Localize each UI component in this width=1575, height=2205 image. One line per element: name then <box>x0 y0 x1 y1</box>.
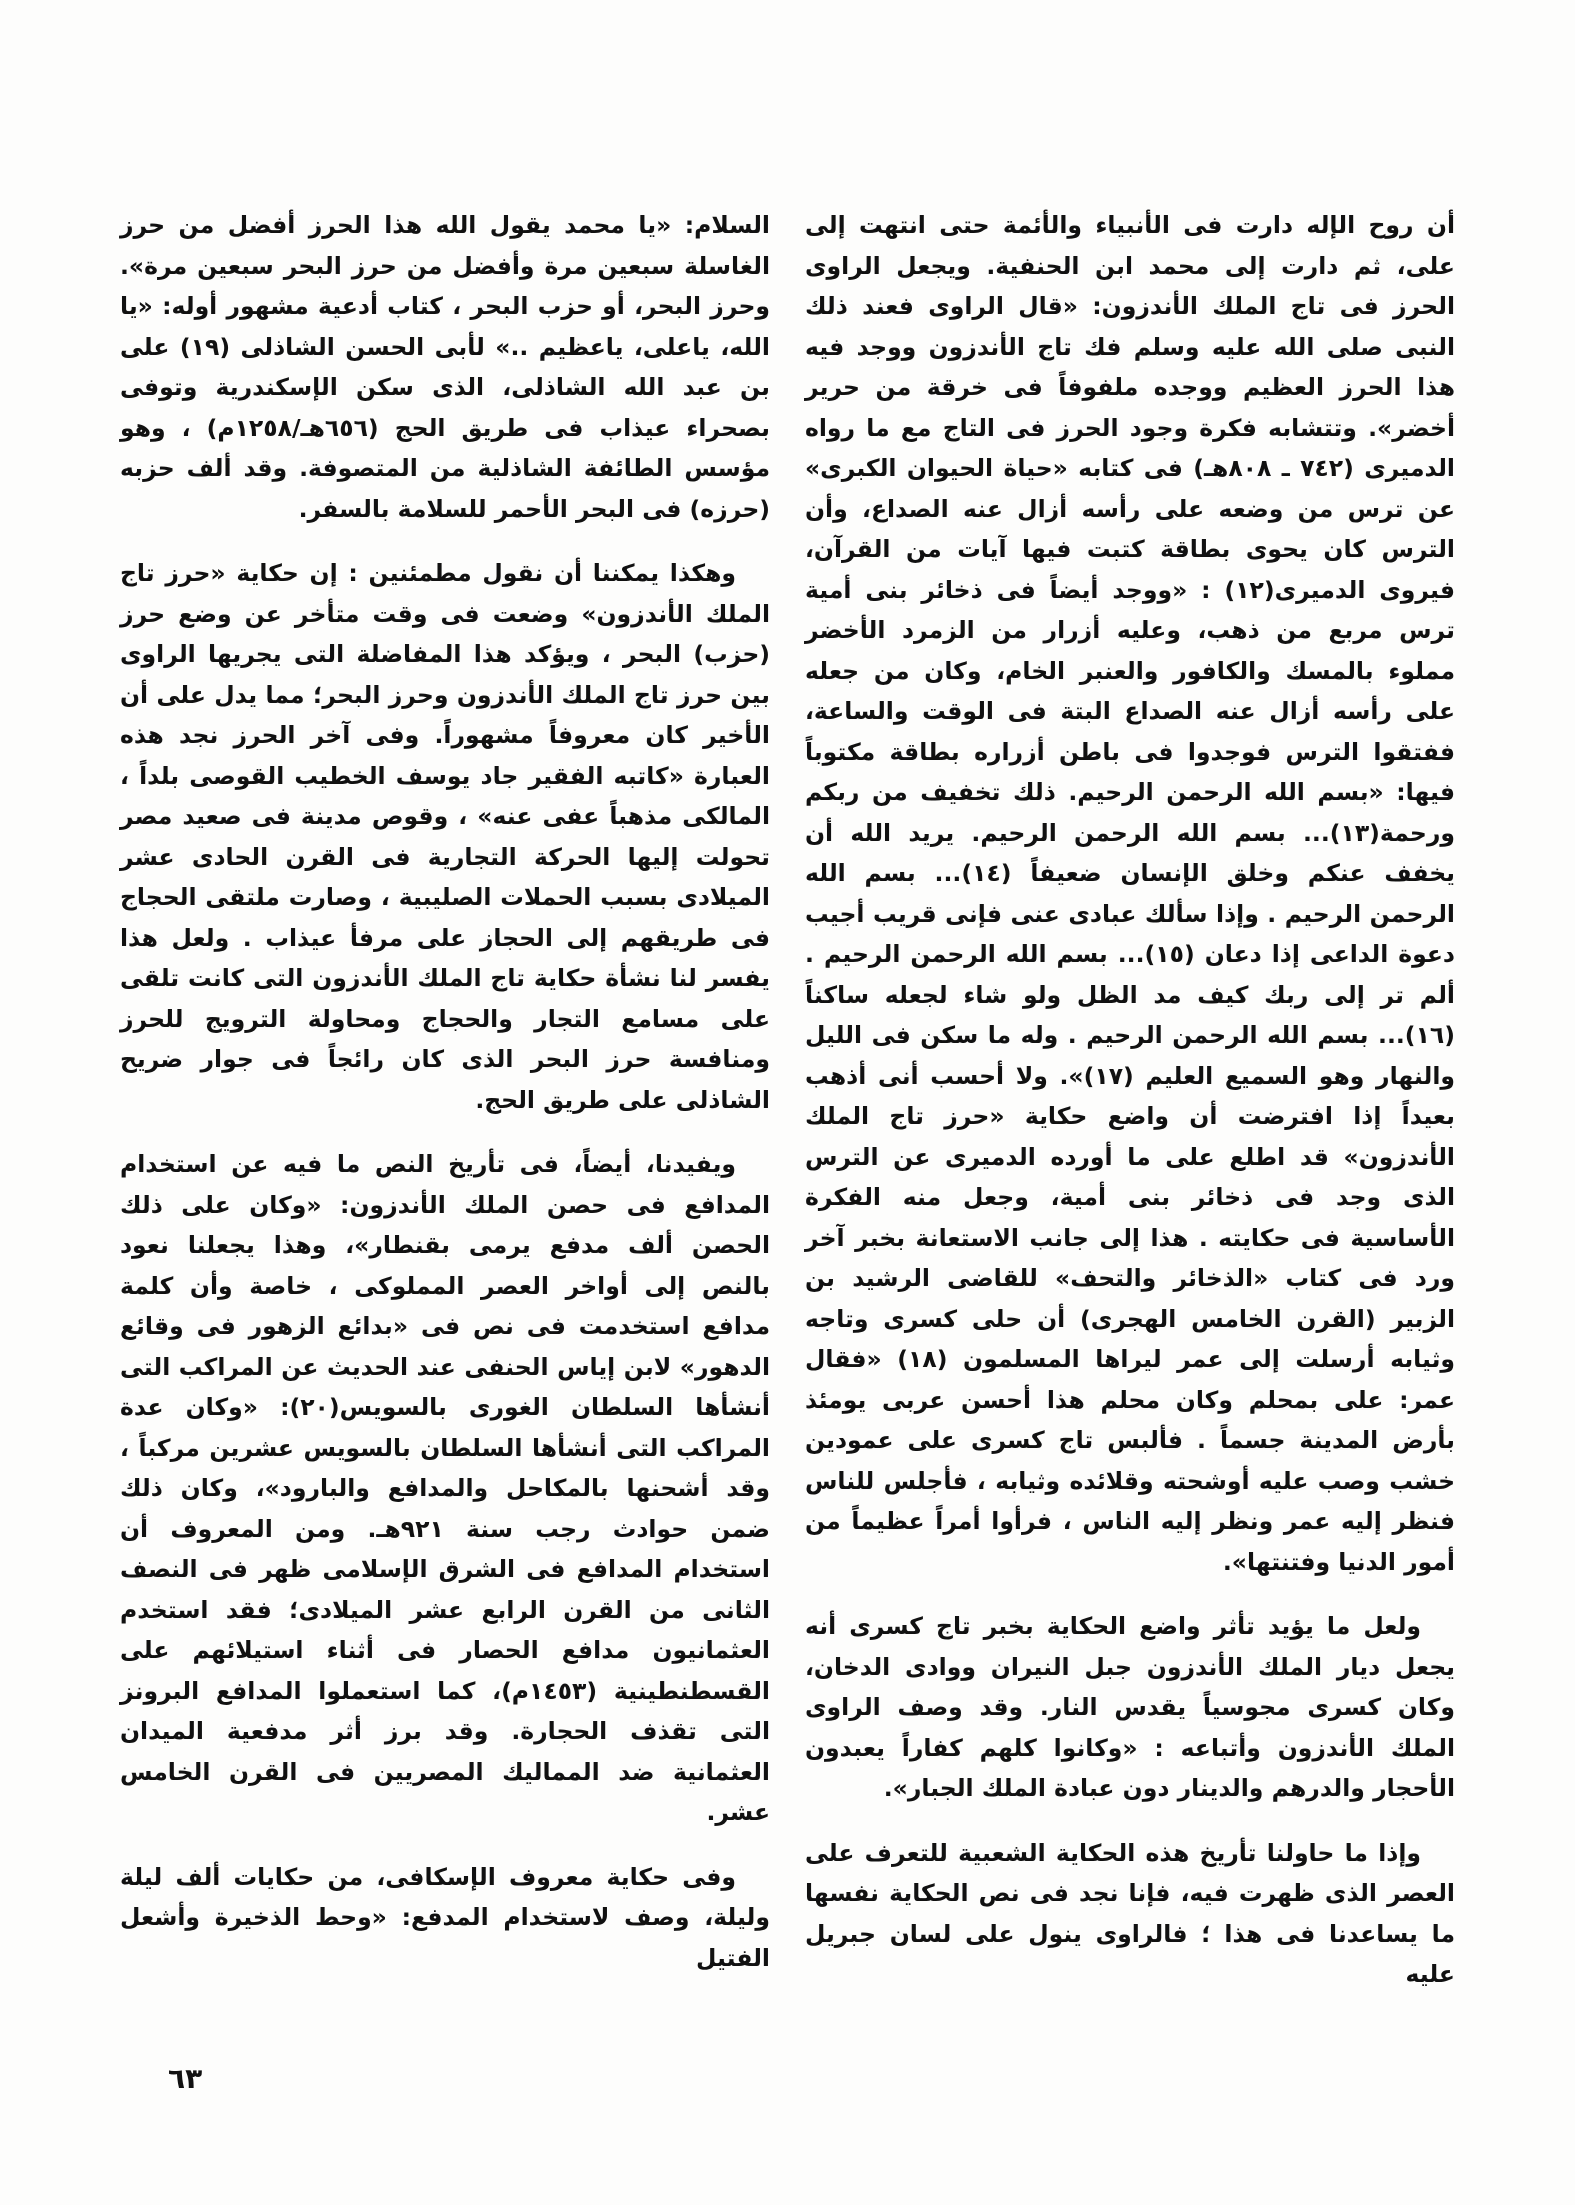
paragraph: ويفيدنا، أيضاً، فى تأريخ النص ما فيه عن استخدام المدافع فى حصن الملك الأندزون: «وكان على ذلك الحصن ألف مدفع يرمى بقنطار»، وهذا يجعلنا نعود بالنص إلى أواخر العصر المملوكى ، خاصة وأن كلمة مدافع استخدمت فى نص فى «بدائع الزهور فى وقائع الدهور» لابن إياس الحنفى عند الحديث عن المراكب التى أنشأها السلطان الغورى بالسويس(٢٠): «وكان عدة المراكب التى أنشأها السلطان بالسويس عشرين مركباً ، وقد أشحنها بالمكاحل والمدافع والبارود»، وكان ذلك ضمن حوادث رجب سنة ٩٢١هـ. ومن المعروف أن استخدام المدافع فى الشرق الإسلامى ظهر فى النصف الثانى من القرن الرابع عشر الميلادى؛ فقد استخدم العثمانيون مدافع الحصار فى أثناء استيلائهم على القسطنطينية (١٤٥٣م)، كما استعملوا المدافع البرونز التى تقذف الحجارة. وقد برز أثر مدفعية الميدان العثمانية ضد المماليك المصريين فى القرن الخامس عشر. <box>120 1150 770 1826</box>
paragraph: وفى حكاية معروف الإسكافى، من حكايات ألف ليلة وليلة، وصف لاستخدام المدفع: «وحط الذخيرة وأشعل الفتيل <box>120 1862 770 1972</box>
paragraph: السلام: «يا محمد يقول الله هذا الحرز أفضل من حرز الغاسلة سبعين مرة وأفضل من حرز البحر سبعين مرة». وحرز البحر، أو حزب البحر ، كتاب أدعية مشهور أوله: «يا الله، ياعلى، ياعظيم ..» لأبى الحسن الشاذلى (١٩) على بن عبد الله الشاذلى، الذى سكن الإسكندرية وتوفى بصحراء عيذاب فى طريق الحج (٦٥٦هـ/١٢٥٨م) ، وهو مؤسس الطائفة الشاذلية من المتصوفة. وقد ألف حزبه (حرزه) فى البحر الأحمر للسلامة بالسفر. <box>120 211 770 523</box>
paragraph: أن روح الإله دارت فى الأنبياء والأئمة حتى انتهت إلى على، ثم دارت إلى محمد ابن الحنفية. ويجعل الراوى الحرز فى تاج الملك الأندزون: «قال الراوى فعند ذلك النبى صلى الله عليه وسلم فك تاج الأندزون ووجد فيه هذا الحرز العظيم ووجده ملفوفاً فى خرقة من حرير أخضر». وتتشابه فكرة وجود الحرز فى التاج مع ما رواه الدميرى (٧٤٢ ـ ٨٠٨هـ) فى كتابه «حياة الحيوان الكبرى» عن ترس من وضعه على رأسه أزال عنه الصداع، وأن الترس كان يحوى بطاقة كتبت فيها آيات من القرآن، فيروى الدميرى(١٢) : «ووجد أيضاً فى ذخائر بنى أمية ترس مربع من ذهب، وعليه أزرار من الزمرد الأخضر مملوء بالمسك والكافور والعنبر الخام، وكان من جعله على رأسه أزال عنه الصداع البتة فى الوقت والساعة، ففتقوا الترس فوجدوا فى باطن أزراره بطاقة مكتوباً فيها: «بسم الله الرحمن الرحيم. ذلك تخفيف من ربكم ورحمة(١٣)... بسم الله الرحمن الرحيم. يريد الله أن يخفف عنكم وخلق الإنسان ضعيفاً (١٤)... بسم الله الرحمن الرحيم . وإذا سألك عبادى عنى فإنى قريب أجيب دعوة الداعى إذا دعان (١٥)... بسم الله الرحمن الرحيم . ألم تر إلى ربك كيف مد الظل ولو شاء لجعله ساكناً (١٦)... بسم الله الرحمن الرحيم . وله ما سكن فى الليل والنهار وهو السميع العليم (١٧)». ولا أحسب أنى أذهب بعيداً إذا افترضت أن واضع حكاية «حرز تاج الملك الأندزون» قد اطلع على ما أورده الدميرى عن الترس الذى وجد فى ذخائر بنى أمية، وجعل منه الفكرة الأساسية فى حكايته . هذا إلى جانب الاستعانة بخبر آخر ورد فى كتاب «الذخائر والتحف» للقاضى الرشيد بن الزبير (القرن الخامس الهجرى) أن حلى كسرى وتاجه وثيابه أرسلت إلى عمر ليراها المسلمون (١٨) «فقال عمر: على بمحلم وكان محلم هذا أحسن عربى يومئذ بأرض المدينة جسماً . فألبس تاج كسرى على عمودين خشب وصب عليه أوشحته وقلائده وثيابه ، فأجلس للناس فنظر إليه عمر ونظر إليه الناس ، فرأوا أمراً عظيماً من أمور الدنيا وفتنتها». <box>805 211 1456 1576</box>
paragraph: وإذا ما حاولنا تأريخ هذه الحكاية الشعبية للتعرف على العصر الذى ظهرت فيه، فإنا نجد فى نص الحكاية نفسها ما يساعدنا فى هذا ؛ فالراوى ينول على لسان جبريل عليه <box>805 1838 1455 1988</box>
page-number: ٦٣ <box>168 2062 203 2095</box>
left-text-column <box>120 205 770 2002</box>
paragraph: وهكذا يمكننا أن نقول مطمئنين : إن حكاية «حرز تاج الملك الأندزون» وضعت فى وقت متأخر عن وضع حرز (حزب) البحر ، ويؤكد هذا المفاضلة التى يجريها الراوى بين حرز تاج الملك الأندزون وحرز البحر؛ مما يدل على أن الأخير كان معروفاً مشهوراً. وفى آخر الحرز نجد هذه العبارة «كاتبه الفقير جاد يوسف الخطيب القوصى بلداً ، المالكى مذهباً عفى عنه» ، وقوص مدينة فى صعيد مصر تحولت إليها الحركة التجارية فى القرن الحادى عشر الميلادى بسبب الحملات الصليبية ، وصارت ملتقى الحجاج فى طريقهم إلى الحجاز على مرفأ عيذاب . ولعل هذا يفسر لنا نشأة حكاية تاج الملك الأندزون التى كانت تلقى على مسامع التجار والحجاج ومحاولة الترويج للحرز ومنافسة حرز البحر الذى كان رائجاً فى جوار ضريح الشاذلى على طريق الحج. <box>120 559 770 1114</box>
paragraph: ولعل ما يؤيد تأثر واضع الحكاية بخبر تاج كسرى أنه يجعل ديار الملك الأندزون جبل النيران ووادى الدخان، وكان كسرى مجوسياً يقدس النار. وقد وصف الراوى الملك الأندزون وأتباعه : «وكانوا كلهم كفاراً يعبدون الأحجار والدرهم والدينار دون عبادة الملك الجبار». <box>805 1612 1455 1802</box>
right-text-column <box>805 205 1455 2019</box>
